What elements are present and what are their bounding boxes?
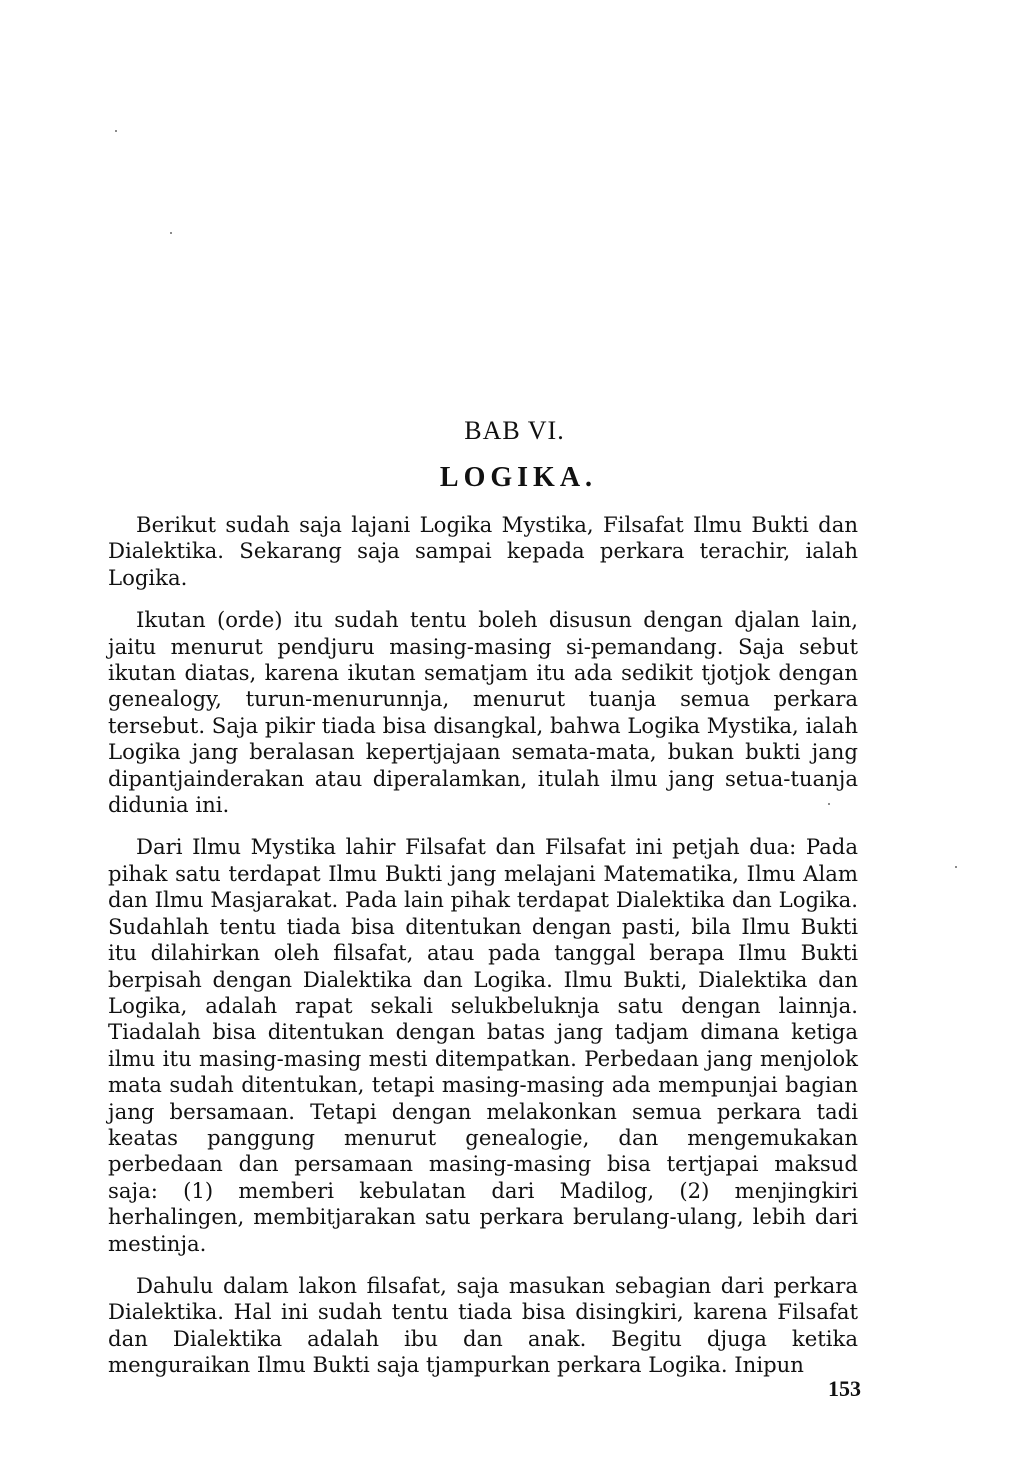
paragraph: Berikut sudah saja lajani Logika Mystika, Filsafat Ilmu Bukti dan Dialektika. Sekarang saja sampai kepada perkara terachir, ialah Logika.	[108, 512, 858, 590]
paragraph: Dahulu dalam lakon filsafat, saja masukan sebagian dari perkara Dialektika. Hal ini sudah tentu tiada bisa disingkiri, karena Filsafat dan Dialektika adalah ibu dan anak. Begitu djuga ketika menguraikan Ilmu Bukti saja tjampurkan perkara Logika. Inipun	[108, 1272, 858, 1378]
paragraph: Ikutan (orde) itu sudah tentu boleh disusun dengan djalan lain, jaitu menurut pendjuru masing-masing si-pemandang. Saja sebut ikutan diatas, karena ikutan sematjam itu ada sedikit tjotjok dengan genealogy, turun-menurunnja, menurut tuanja semua perkara tersebut. Saja pikir tiada bisa disangkal, bahwa Logika Mystika, ialah Logika jang beralasan kepertjajaan semata-mata, bukan bukti jang dipantjainderakan atau diperalamkan, itulah ilmu jang setua-tuanja didunia ini.	[108, 607, 858, 818]
page-number: 153	[828, 1376, 861, 1401]
body-text	[108, 512, 858, 1395]
chapter-number: BAB VI.	[464, 416, 565, 445]
scan-speck	[955, 866, 957, 868]
chapter-title: LOGIKA.	[439, 462, 598, 493]
paragraph: Dari Ilmu Mystika lahir Filsafat dan Filsafat ini petjah dua: Pada pihak satu terdapat Ilmu Bukti jang melajani Matematika, Ilmu Alam dan Ilmu Masjarakat. Pada lain pihak terdapat Dialektika dan Logika. Sudahlah tentu tiada bisa ditentukan dengan pasti, bila Ilmu Bukti itu dilahirkan oleh filsafat, atau pada tanggal berapa Ilmu Bukti berpisah dengan Dialektika dan Logika. Ilmu Bukti, Dialektika dan Logika, adalah rapat sekali selukbeluknja satu dengan lainnja. Tiadalah bisa ditentukan dengan batas jang tadjam dimana ketiga ilmu itu masing-masing mesti ditempatkan. Perbedaan jang menjolok mata sudah ditentukan, tetapi masing-masing ada mempunjai bagian jang bersamaan. Tetapi dengan melakonkan semua perkara tadi keatas panggung menurut genealogie, dan mengemukakan perbedaan dan persamaan masing-masing bisa tertjapai maksud saja: (1) memberi kebulatan dari Madilog, (2) menjingkiri herhalingen, membitjarakan satu perkara berulang-ulang, lebih dari mestinja.	[108, 834, 858, 1256]
scan-speck	[170, 232, 172, 234]
scan-speck	[115, 130, 117, 132]
